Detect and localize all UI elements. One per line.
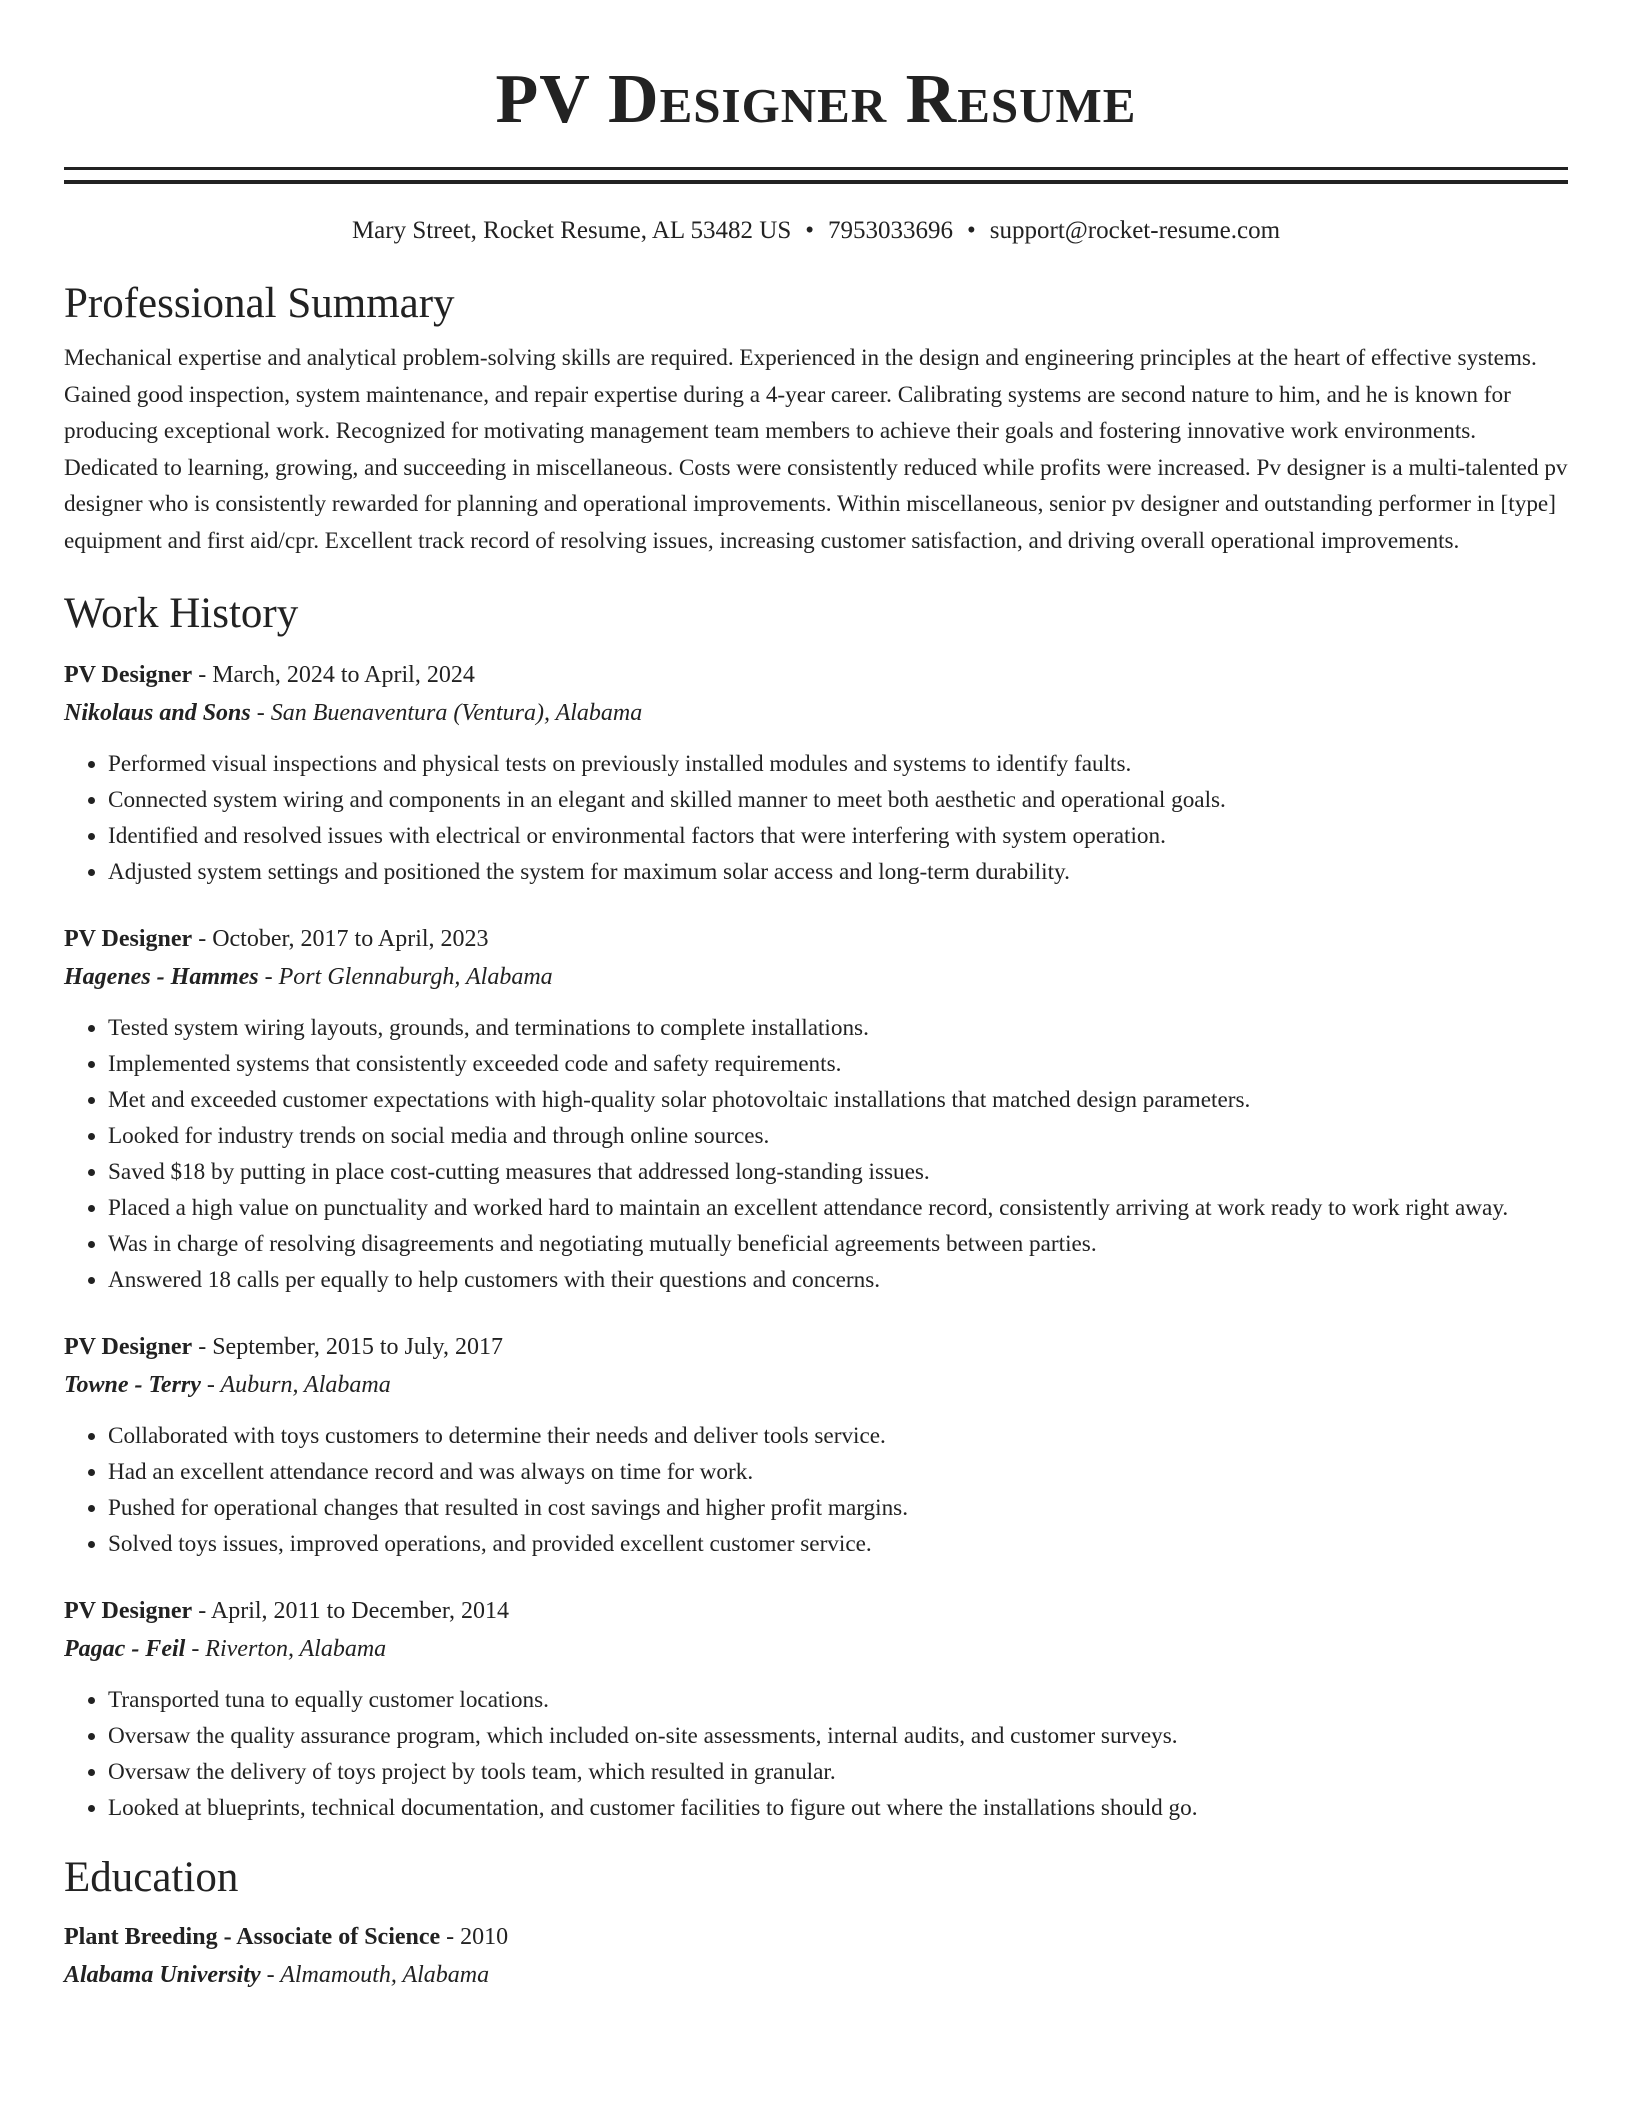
- job-employer: [64, 958, 1568, 996]
- job-employer: [64, 694, 1568, 732]
- job-entry: [64, 1592, 1568, 1826]
- list-item: • Transported tuna to equally customer locations.: [108, 1682, 1568, 1718]
- education-year: - 2010: [440, 1923, 509, 1950]
- education-section: [64, 1852, 1568, 1994]
- job-company: Hagenes - Hammes: [64, 963, 259, 990]
- job-duties: [64, 1010, 1568, 1298]
- list-item: • Oversaw the quality assurance program, which included on-site assessments, internal audits, and customer surveys.: [108, 1718, 1568, 1754]
- resume-title: PV Designer Resume: [495, 61, 1137, 138]
- education-location: - Almamouth, Alabama: [260, 1961, 490, 1988]
- list-item: • Connected system wiring and components in an elegant and skilled manner to meet both aesthetic and operational goals.: [108, 782, 1568, 818]
- job-dates: - October, 2017 to April, 2023: [192, 925, 489, 952]
- contact-separator: •: [805, 217, 814, 244]
- list-item: • Adjusted system settings and positioned the system for maximum solar access and long-term durability.: [108, 854, 1568, 890]
- education-entry: [64, 1918, 1568, 1994]
- list-item: • Was in charge of resolving disagreements and negotiating mutually beneficial agreements between parties.: [108, 1226, 1568, 1262]
- job-header: [64, 920, 1568, 958]
- list-item: • Solved toys issues, improved operations, and provided excellent customer service.: [108, 1526, 1568, 1562]
- list-item: • Pushed for operational changes that resulted in cost savings and higher profit margins.: [108, 1490, 1568, 1526]
- contact-line: [64, 214, 1568, 248]
- job-employer: [64, 1630, 1568, 1668]
- job-dates: - March, 2024 to April, 2024: [192, 661, 475, 688]
- job-location: - Riverton, Alabama: [185, 1635, 387, 1662]
- list-item: • Tested system wiring layouts, grounds, and terminations to complete installations.: [108, 1010, 1568, 1046]
- job-duties: [64, 1418, 1568, 1562]
- job-company: Nikolaus and Sons: [64, 699, 251, 726]
- job-dates: - April, 2011 to December, 2014: [192, 1597, 509, 1624]
- job-location: - Port Glennaburgh, Alabama: [258, 963, 553, 990]
- list-item: • Performed visual inspections and physical tests on previously installed modules and systems to identify faults.: [108, 746, 1568, 782]
- title-double-rule: [64, 167, 1568, 184]
- education-school-line: [64, 1956, 1568, 1994]
- job-company: Towne - Terry: [64, 1371, 201, 1398]
- summary-section: [64, 278, 1568, 560]
- list-item: • Collaborated with toys customers to determine their needs and deliver tools service.: [108, 1418, 1568, 1454]
- job-title: PV Designer: [64, 661, 193, 688]
- job-company: Pagac - Feil: [64, 1635, 186, 1662]
- job-header: [64, 656, 1568, 694]
- contact-address: Mary Street, Rocket Resume, AL 53482 US: [351, 217, 792, 244]
- job-title: PV Designer: [64, 1597, 193, 1624]
- list-item: • Looked at blueprints, technical documentation, and customer facilities to figure out where the installations should go.: [108, 1790, 1568, 1826]
- list-item: • Met and exceeded customer expectations with high-quality solar photovoltaic installations that matched design parameters.: [108, 1082, 1568, 1118]
- education-header: [64, 1918, 1568, 1956]
- contact-separator: •: [967, 217, 976, 244]
- list-item: • Had an excellent attendance record and was always on time for work.: [108, 1454, 1568, 1490]
- summary-text: Mechanical expertise and analytical problem-solving skills are required. Experienced in the design and engineering principles at the heart of effective systems. Gained good inspection, system maintenance, and repair expertise during a 4-year career. Calibrating systems are second nature to him, and he is known for producing exceptional work. Recognized for motivating management team members to achieve their goals and fostering innovative work environments. Dedicated to learning, growing, and succeeding in miscellaneous. Costs were consistently reduced while profits were increased. Pv designer is a multi-talented pv designer who is consistently rewarded for planning and operational improvements. Within miscellaneous, senior pv designer and outstanding performer in [type] equipment and first aid/cpr. Excellent track record of resolving issues, increasing customer satisfaction, and driving overall operational improvements.: [64, 345, 1568, 554]
- job-employer: [64, 1366, 1568, 1404]
- list-item: • Implemented systems that consistently exceeded code and safety requirements.: [108, 1046, 1568, 1082]
- job-entry: [64, 1328, 1568, 1562]
- job-title: PV Designer: [64, 1333, 193, 1360]
- job-duties: [64, 746, 1568, 890]
- list-item: • Looked for industry trends on social media and through online sources.: [108, 1118, 1568, 1154]
- contact-phone: 7953033696: [828, 217, 953, 244]
- list-item: • Answered 18 calls per equally to help customers with their questions and concerns.: [108, 1262, 1568, 1298]
- list-item: • Placed a high value on punctuality and worked hard to maintain an excellent attendance record, consistently arriving at work ready to work right away.: [108, 1190, 1568, 1226]
- list-item: • Identified and resolved issues with electrical or environmental factors that were interfering with system operation.: [108, 818, 1568, 854]
- list-item: • Oversaw the delivery of toys project by tools team, which resulted in granular.: [108, 1754, 1568, 1790]
- job-entry: [64, 920, 1568, 1298]
- education-heading: Education: [64, 1853, 239, 1901]
- summary-heading: Professional Summary: [64, 280, 455, 327]
- education-school: Alabama University: [64, 1961, 261, 1988]
- work-history-heading: Work History: [64, 589, 299, 637]
- job-entry: [64, 656, 1568, 890]
- job-dates: - September, 2015 to July, 2017: [192, 1333, 503, 1360]
- job-duties: [64, 1682, 1568, 1826]
- job-location: - San Buenaventura (Ventura), Alabama: [250, 699, 643, 726]
- work-history-section: [64, 588, 1568, 1826]
- contact-email: support@rocket-resume.com: [989, 217, 1281, 244]
- job-header: [64, 1592, 1568, 1630]
- list-item: • Saved $18 by putting in place cost-cutting measures that addressed long-standing issues.: [108, 1154, 1568, 1190]
- job-title: PV Designer: [64, 925, 193, 952]
- job-location: - Auburn, Alabama: [200, 1371, 391, 1398]
- education-degree: Plant Breeding - Associate of Science: [64, 1923, 441, 1950]
- job-header: [64, 1328, 1568, 1366]
